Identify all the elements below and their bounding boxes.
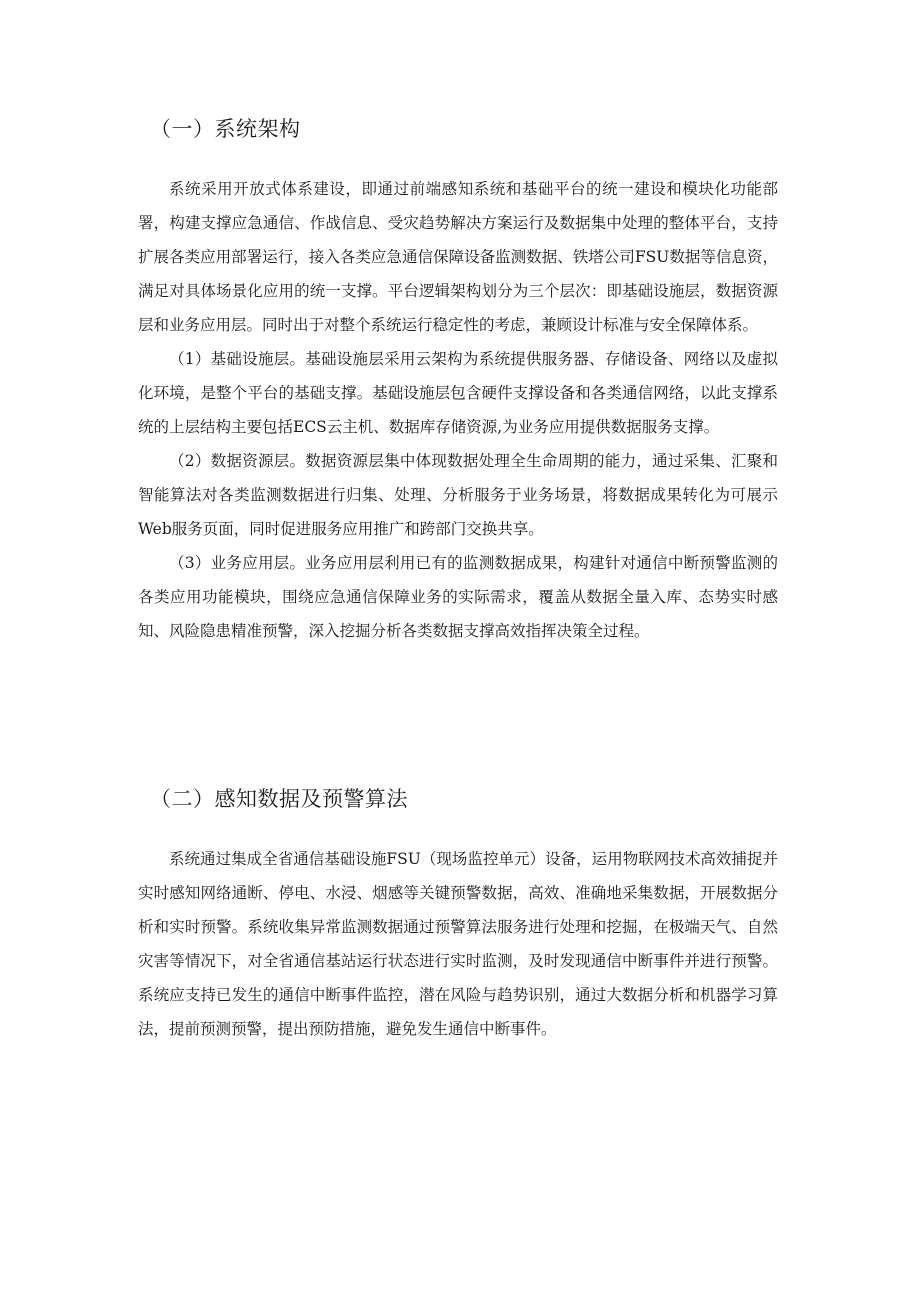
paragraph-business-application-layer: （3）业务应用层。业务应用层利用已有的监测数据成果，构建针对通信中断预警监测的各类应用功能模块，围绕应急通信保障业务的实际需求，覆盖从数据全量入库、态势实时感知、风险隐患精准预警，深入挖掘分析各类数据支撑高效指挥决策全过程。 (138, 554, 778, 640)
paragraph-architecture-overview: 系统采用开放式体系建设，即通过前端感知系统和基础平台的统一建设和模块化功能部署，构建支撑应急通信、作战信息、受灾趋势解决方案运行及数据集中处理的整体平台，支持扩展各类应用部署运行，接入各类应急通信保障设备监测数据、铁塔公司FSU数据等信息资，满足对具体场景化应用的统一支撑。平台逻辑架构划分为三个层次：即基础设施层，数据资源层和业务应用层。同时出于对整个系统运行稳定性的考虑，兼顾设计标准与安全保障体系。 (138, 180, 778, 334)
section-body-system-architecture (138, 172, 778, 648)
paragraph-data-resource-layer: （2）数据资源层。数据资源层集中体现数据处理全生命周期的能力，通过采集、汇聚和智能算法对各类监测数据进行归集、处理、分析服务于业务场景，将数据成果转化为可展示Web服务页面，同时促进服务应用推广和跨部门交换共享。 (138, 452, 778, 538)
paragraph-infrastructure-layer: （1）基础设施层。基础设施层采用云架构为系统提供服务器、存储设备、网络以及虚拟化环境，是整个平台的基础支撑。基础设施层包含硬件支撑设备和各类通信网络，以此支撑系统的上层结构主要包括ECS云主机、数据库存储资源,为业务应用提供数据服务支撑。 (138, 350, 778, 436)
paragraph-sensing-data-overview: 系统通过集成全省通信基础设施FSU（现场监控单元）设备，运用物联网技术高效捕捉并实时感知网络通断、停电、水浸、烟感等关键预警数据，高效、准确地采集数据，开展数据分析和实时预警。系统收集异常监测数据通过预警算法服务进行处理和挖掘，在极端天气、自然灾害等情况下，对全省通信基站运行状态进行实时监测，及时发现通信中断事件并进行预警。系统应支持已发生的通信中断事件监控，潜在风险与趋势识别，通过大数据分析和机器学习算法，提前预测预警，提出预防措施，避免发生通信中断事件。 (138, 850, 778, 1038)
section-heading-system-architecture: （一）系统架构 (150, 117, 301, 141)
section-body-sensing-data-alert-algorithm (138, 842, 778, 1046)
section-heading-sensing-data-alert-algorithm: （二）感知数据及预警算法 (150, 787, 408, 811)
